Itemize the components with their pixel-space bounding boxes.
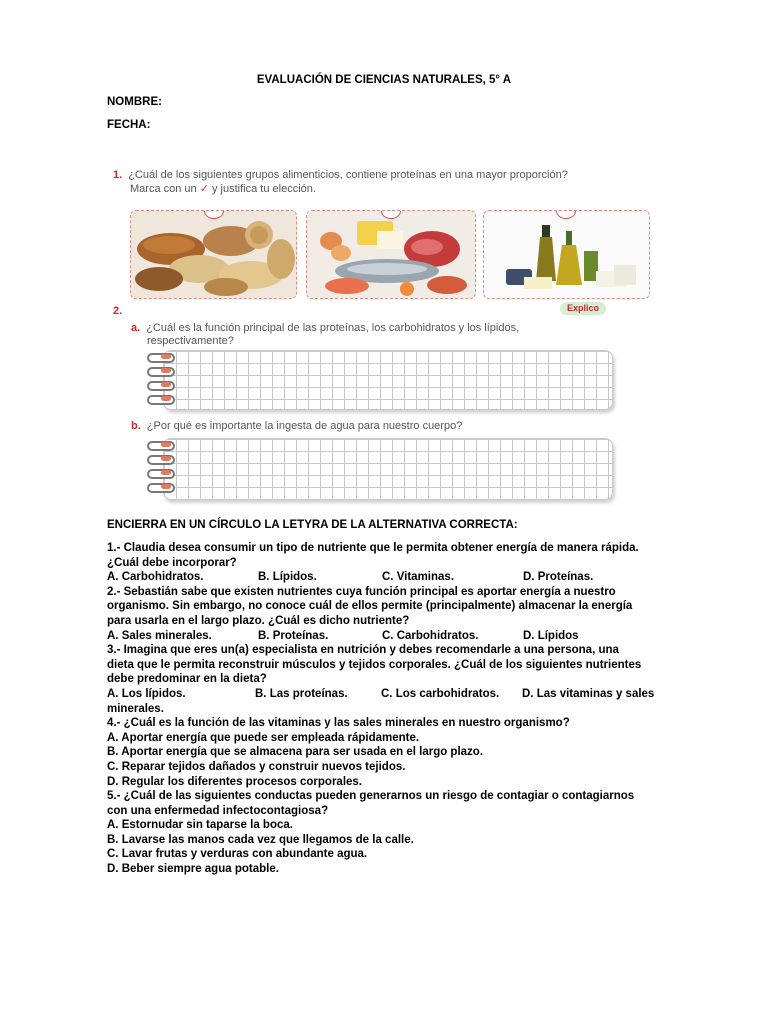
mc-options-1 [107,570,667,585]
question-text: ¿Cuál es la función principal de las proteínas, los carbohidratos y los lípidos, [146,322,520,334]
option-c[interactable]: C. Carbohidratos. [382,629,479,642]
explico-badge: Explico [560,302,606,315]
option-d[interactable]: D. Lípidos [523,629,579,642]
date-label: FECHA: [107,119,151,131]
question-text: ¿Cuál de los siguientes grupos alimenticios, contiene proteínas en una mayor proporción? [128,169,568,181]
question-text-3: y justifica tu elección. [212,183,316,195]
mc-question-5-line2: con una enfermedad infectocontagiosa? [107,804,329,817]
mc-question-3: 3.- Imagina que eres un(a) especialista en nutrición y debes recomendarle a una persona, una [107,644,619,657]
option-b[interactable]: B. Las proteínas. [255,687,348,700]
photo-proteins[interactable] [306,210,476,299]
worksheet-question-2-number: 2. [113,305,123,317]
mc-question-2-line3: para usarla en el largo plazo. ¿Cuál es dicho nutriente? [107,614,410,627]
mc-question-2-line2: organismo. Sin embargo, no conoce cuál de ellos permite (principalmente) almacenar la energía [107,600,633,613]
photo-carbohydrates[interactable] [130,210,297,299]
option-a[interactable]: A. Sales minerales. [107,629,212,642]
option-c[interactable]: C. Reparar tejidos dañados y construir nuevos tejidos. [107,760,406,773]
oil-butter-image [484,211,649,298]
option-b[interactable]: B. Proteínas. [258,629,329,642]
mc-options-2 [107,629,667,644]
option-a[interactable]: A. Carbohidratos. [107,571,204,584]
spiral-ring-icon [147,395,175,405]
worksheet-question-1 [113,168,568,196]
spiral-ring-icon [147,367,175,377]
option-b[interactable]: B. Lavarse las manos cada vez que llegamos de la calle. [107,833,414,846]
mc-question-5: 5.- ¿Cuál de las siguientes conductas pueden generarnos un riesgo de contagiar o contagiarnos [107,790,635,803]
question-text-2: Marca con un [130,183,197,195]
question-letter: a. [131,322,141,334]
spiral-ring-icon [147,353,175,363]
question-text-2: respectivamente? [147,335,234,347]
mc-question-3-line2: dieta que le permita reconstruir músculos y tejidos corporales. ¿Cuál de los siguientes nutrientes [107,658,642,671]
mc-question-4: 4.- ¿Cuál es la función de las vitaminas y las sales minerales en nuestro organismo? [107,717,570,730]
question-2a [131,322,519,348]
spiral-ring-icon [147,441,175,451]
question-letter: b. [131,420,141,432]
multiple-choice-section [107,541,667,877]
mc-options-3 [107,687,667,702]
option-b[interactable]: B. Aportar energía que se almacena para ser usada en el largo plazo. [107,746,484,759]
question-text: ¿Por qué es importante la ingesta de agua para nuestro cuerpo? [146,420,463,432]
bread-cereal-image [131,211,296,298]
option-d[interactable]: D. Regular los diferentes procesos corporales. [107,775,362,788]
option-c[interactable]: C. Los carbohidratos. [381,687,500,700]
photo-lipids[interactable] [483,210,650,299]
spiral-ring-icon [147,455,175,465]
mc-question-2: 2.- Sebastián sabe que existen nutrientes cuya función principal es aportar energía a nuestro [107,585,616,598]
meat-fish-eggs-image [307,211,475,298]
check-icon: ✓ [199,183,209,195]
name-label: NOMBRE: [107,96,162,108]
option-d[interactable]: D. Las vitaminas y sales [522,687,655,700]
option-d[interactable]: D. Proteínas. [523,571,594,584]
mc-question-1: 1.- Claudia desea consumir un tipo de nutriente que le permita obtener energía de manera rápida. [107,542,639,554]
spiral-ring-icon [147,483,175,493]
option-d[interactable]: D. Beber siempre agua potable. [107,863,279,876]
option-a[interactable]: A. Aportar energía que puede ser empleada rápidamente. [107,731,420,744]
page-title: EVALUACIÓN DE CIENCIAS NATURALES, 5° A [256,74,512,86]
spiral-ring-icon [147,469,175,479]
answer-grid-b[interactable] [163,438,613,500]
answer-grid-a[interactable] [163,350,613,410]
spiral-ring-icon [147,381,175,391]
option-c[interactable]: C. Lavar frutas y verduras con abundante agua. [107,848,368,861]
instruction-heading: ENCIERRA EN UN CÍRCULO LA LETYRA DE LA ALTERNATIVA CORRECTA: [107,519,518,531]
question-2b [131,420,462,433]
mc-question-3-line3: debe predominar en la dieta? [107,673,267,686]
mc-question-3-line4: minerales. [107,702,164,715]
option-a[interactable]: A. Los lípidos. [107,687,186,700]
option-c[interactable]: C. Vitaminas. [382,571,455,584]
question-number: 1. [113,169,123,181]
option-a[interactable]: A. Estornudar sin taparse la boca. [107,819,293,832]
mc-question-1-line2: ¿Cuál debe incorporar? [107,556,237,569]
option-b[interactable]: B. Lípidos. [258,571,317,584]
